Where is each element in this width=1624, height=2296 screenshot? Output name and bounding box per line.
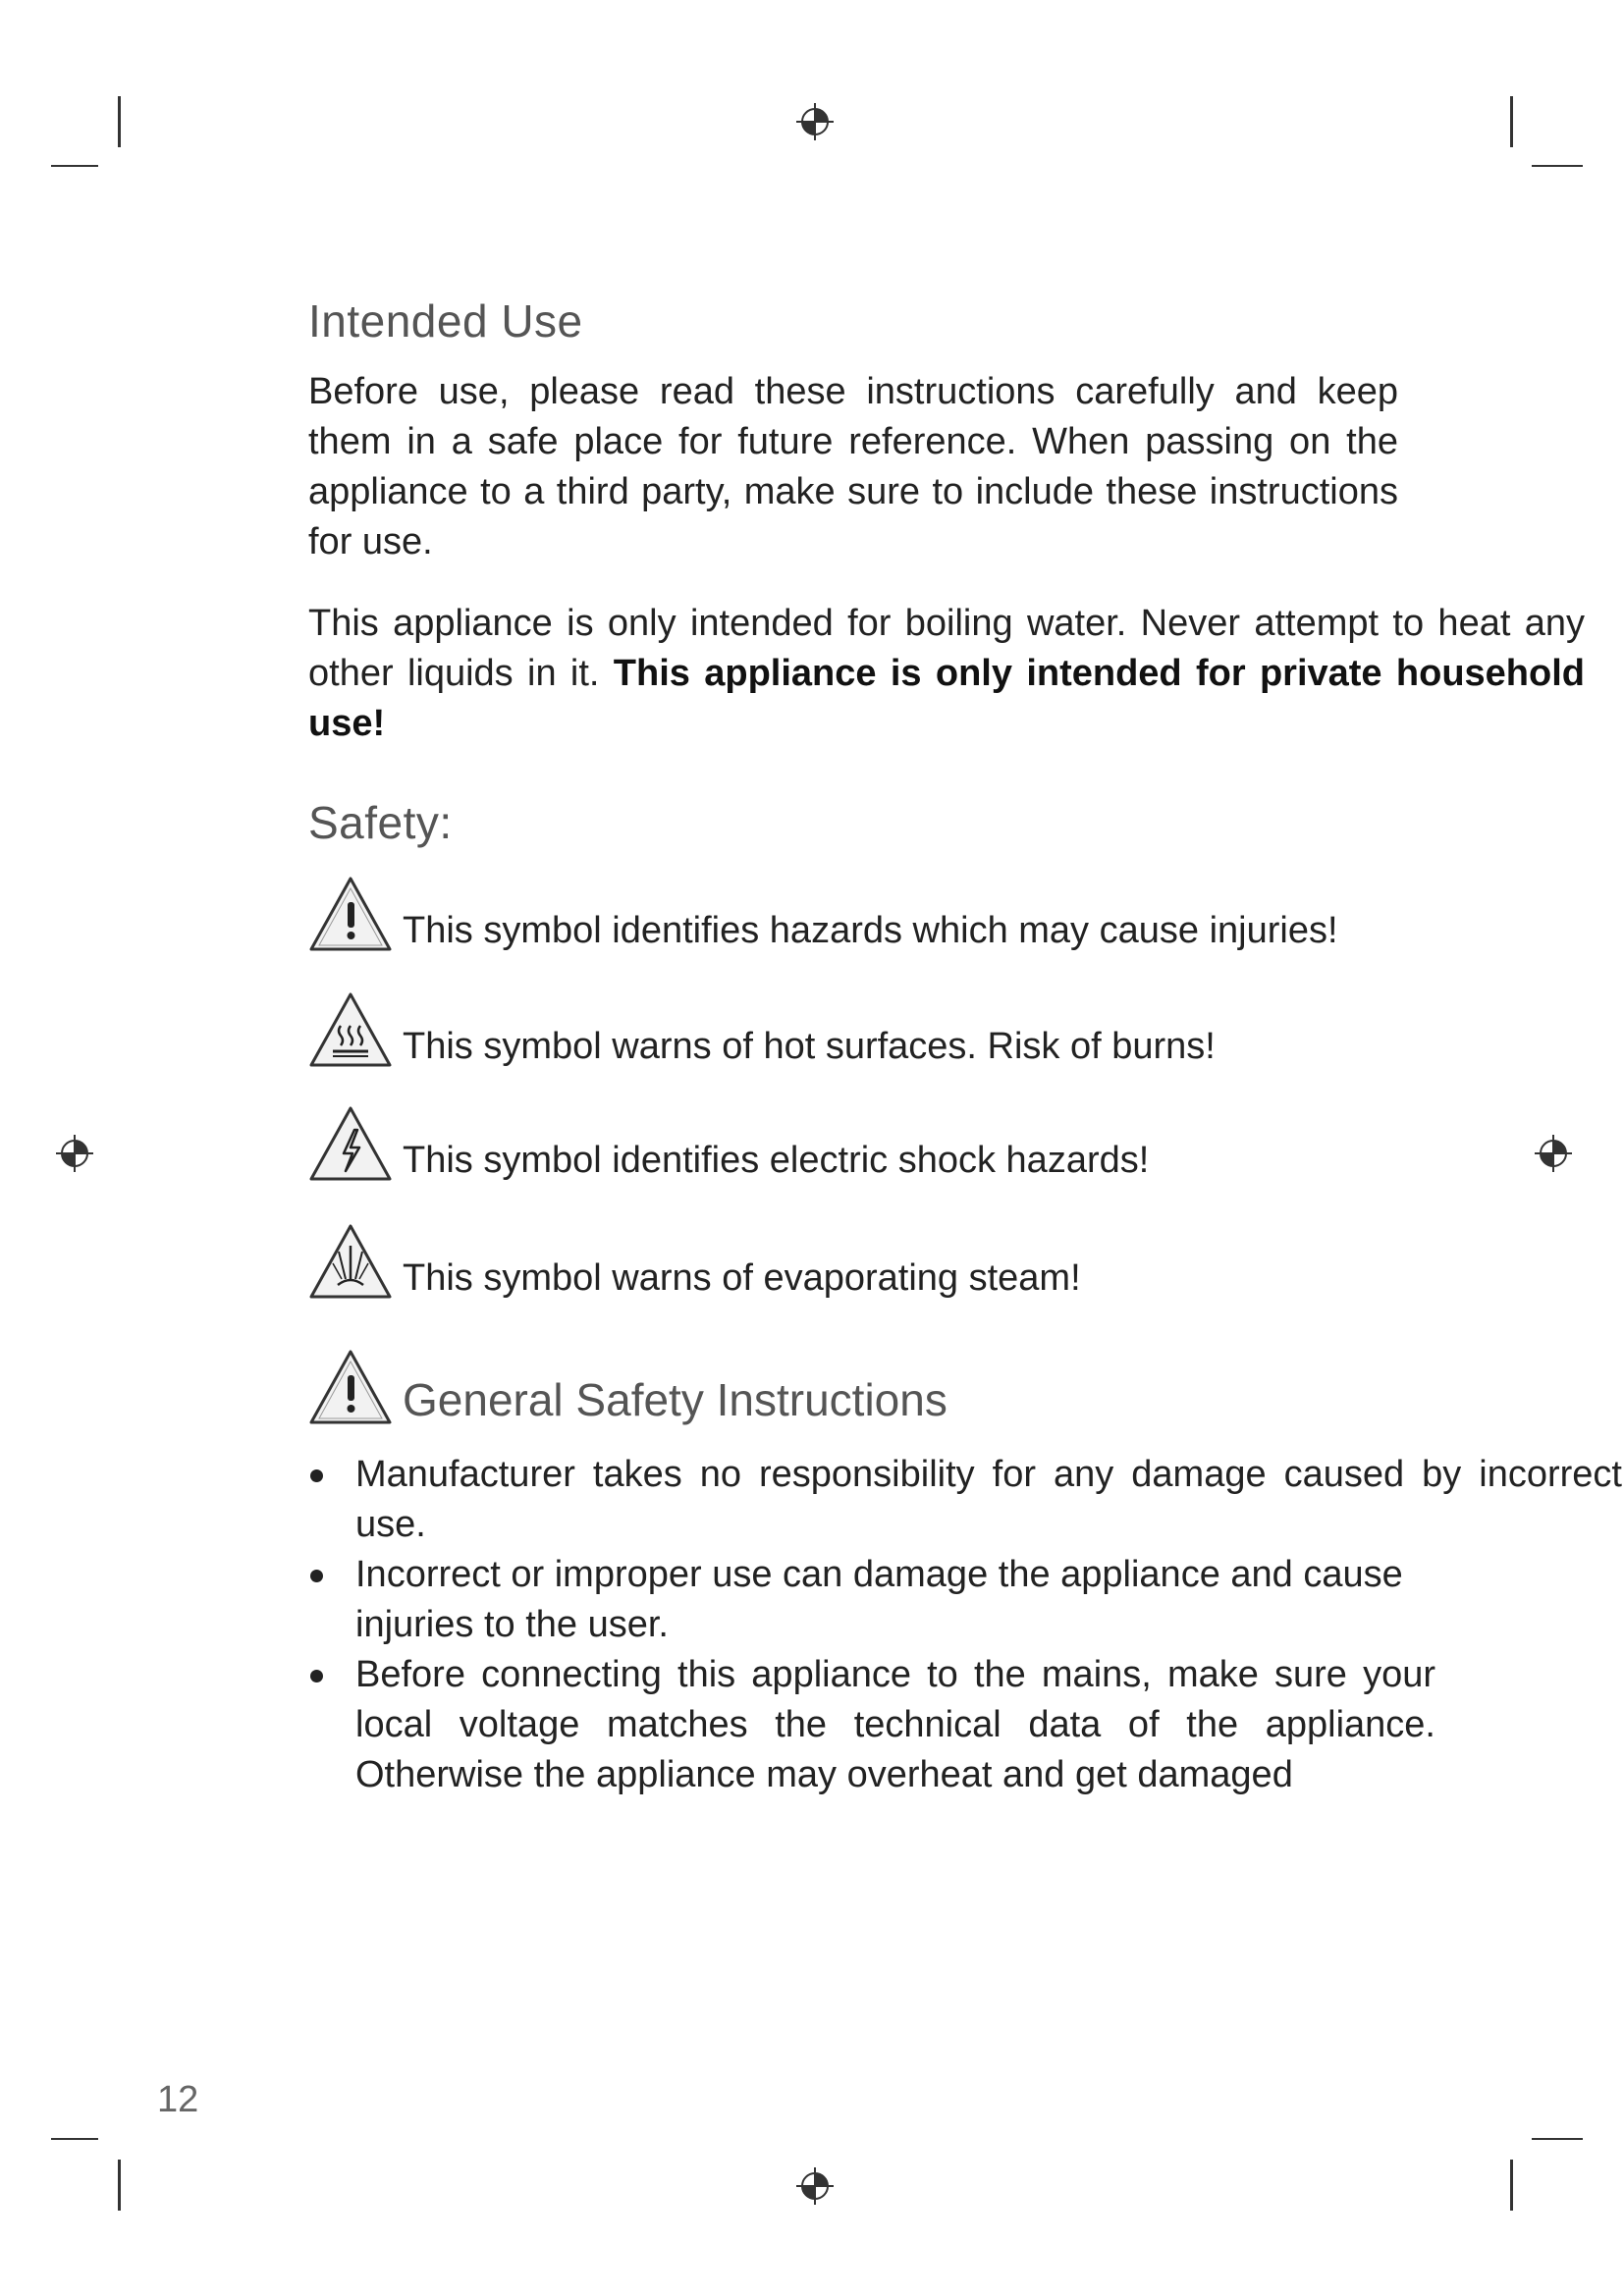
general-safety-list — [308, 1450, 1622, 1800]
list-item-text: Before connecting this appliance to the mains, make sure your local voltage matches the technical data of the appliance. Otherwise the appliance may overheat and get damaged — [355, 1654, 1435, 1795]
bullet-icon — [310, 1670, 323, 1682]
crop-mark — [118, 96, 121, 147]
safety-symbol-row — [308, 987, 1585, 1069]
list-item-text: Incorrect or improper use can damage the appliance and cause injuries to the user. — [355, 1554, 1403, 1645]
crop-mark — [118, 2160, 121, 2211]
safety-symbol-row — [308, 871, 1585, 953]
intended-use-text: This appliance is only intended for boiling water. Never attempt to heat any other liquids in it. — [308, 603, 1585, 694]
safety-symbol-row — [308, 1218, 1585, 1301]
bullet-icon — [310, 1469, 323, 1482]
safety-symbol-text: This symbol identifies electric shock hazards! — [403, 1140, 1150, 1181]
safety-symbol-text: This symbol identifies hazards which may cause injuries! — [403, 910, 1338, 951]
registration-mark-icon — [55, 1134, 94, 1173]
registration-mark-icon — [795, 2166, 835, 2206]
list-item-text: Manufacturer takes no responsibility for any damage caused by incorrect use. — [355, 1454, 1622, 1545]
intended-use-paragraph: Before use, please read these instructions carefully and keep them in a safe place for future reference. When passing on the appliance to a third party, make sure to include these instructions for use. — [308, 371, 1398, 562]
intended-use-paragraph-2 — [308, 599, 1585, 749]
intended-use-heading: Intended Use — [308, 295, 583, 347]
electric-shock-icon — [308, 1104, 393, 1183]
bullet-icon — [310, 1570, 323, 1582]
crop-mark — [1510, 2160, 1513, 2211]
warning-exclamation-icon — [308, 875, 393, 953]
page-content — [308, 294, 1622, 1800]
general-safety-heading: General Safety Instructions — [403, 1374, 947, 1425]
safety-symbol-row — [308, 1100, 1585, 1183]
crop-mark — [1532, 165, 1583, 167]
steam-icon — [308, 1222, 393, 1301]
hot-surface-icon — [308, 990, 393, 1069]
crop-mark — [1510, 96, 1513, 147]
crop-mark — [51, 2138, 98, 2140]
crop-mark — [51, 165, 98, 167]
list-item — [308, 1650, 1435, 1800]
registration-mark-icon — [795, 102, 835, 141]
general-safety-header — [308, 1348, 1585, 1426]
list-item — [308, 1550, 1435, 1650]
crop-mark — [1532, 2138, 1583, 2140]
page-number: 12 — [157, 2079, 199, 2120]
warning-exclamation-icon — [308, 1348, 393, 1426]
list-item — [308, 1450, 1622, 1550]
safety-symbol-text: This symbol warns of hot surfaces. Risk of burns! — [403, 1026, 1216, 1067]
safety-symbol-text: This symbol warns of evaporating steam! — [403, 1257, 1081, 1299]
intended-use-bold-note: This appliance is only intended for private household use! — [308, 653, 1585, 744]
safety-heading: Safety: — [308, 797, 453, 848]
safety-symbol-list — [308, 871, 1585, 1301]
